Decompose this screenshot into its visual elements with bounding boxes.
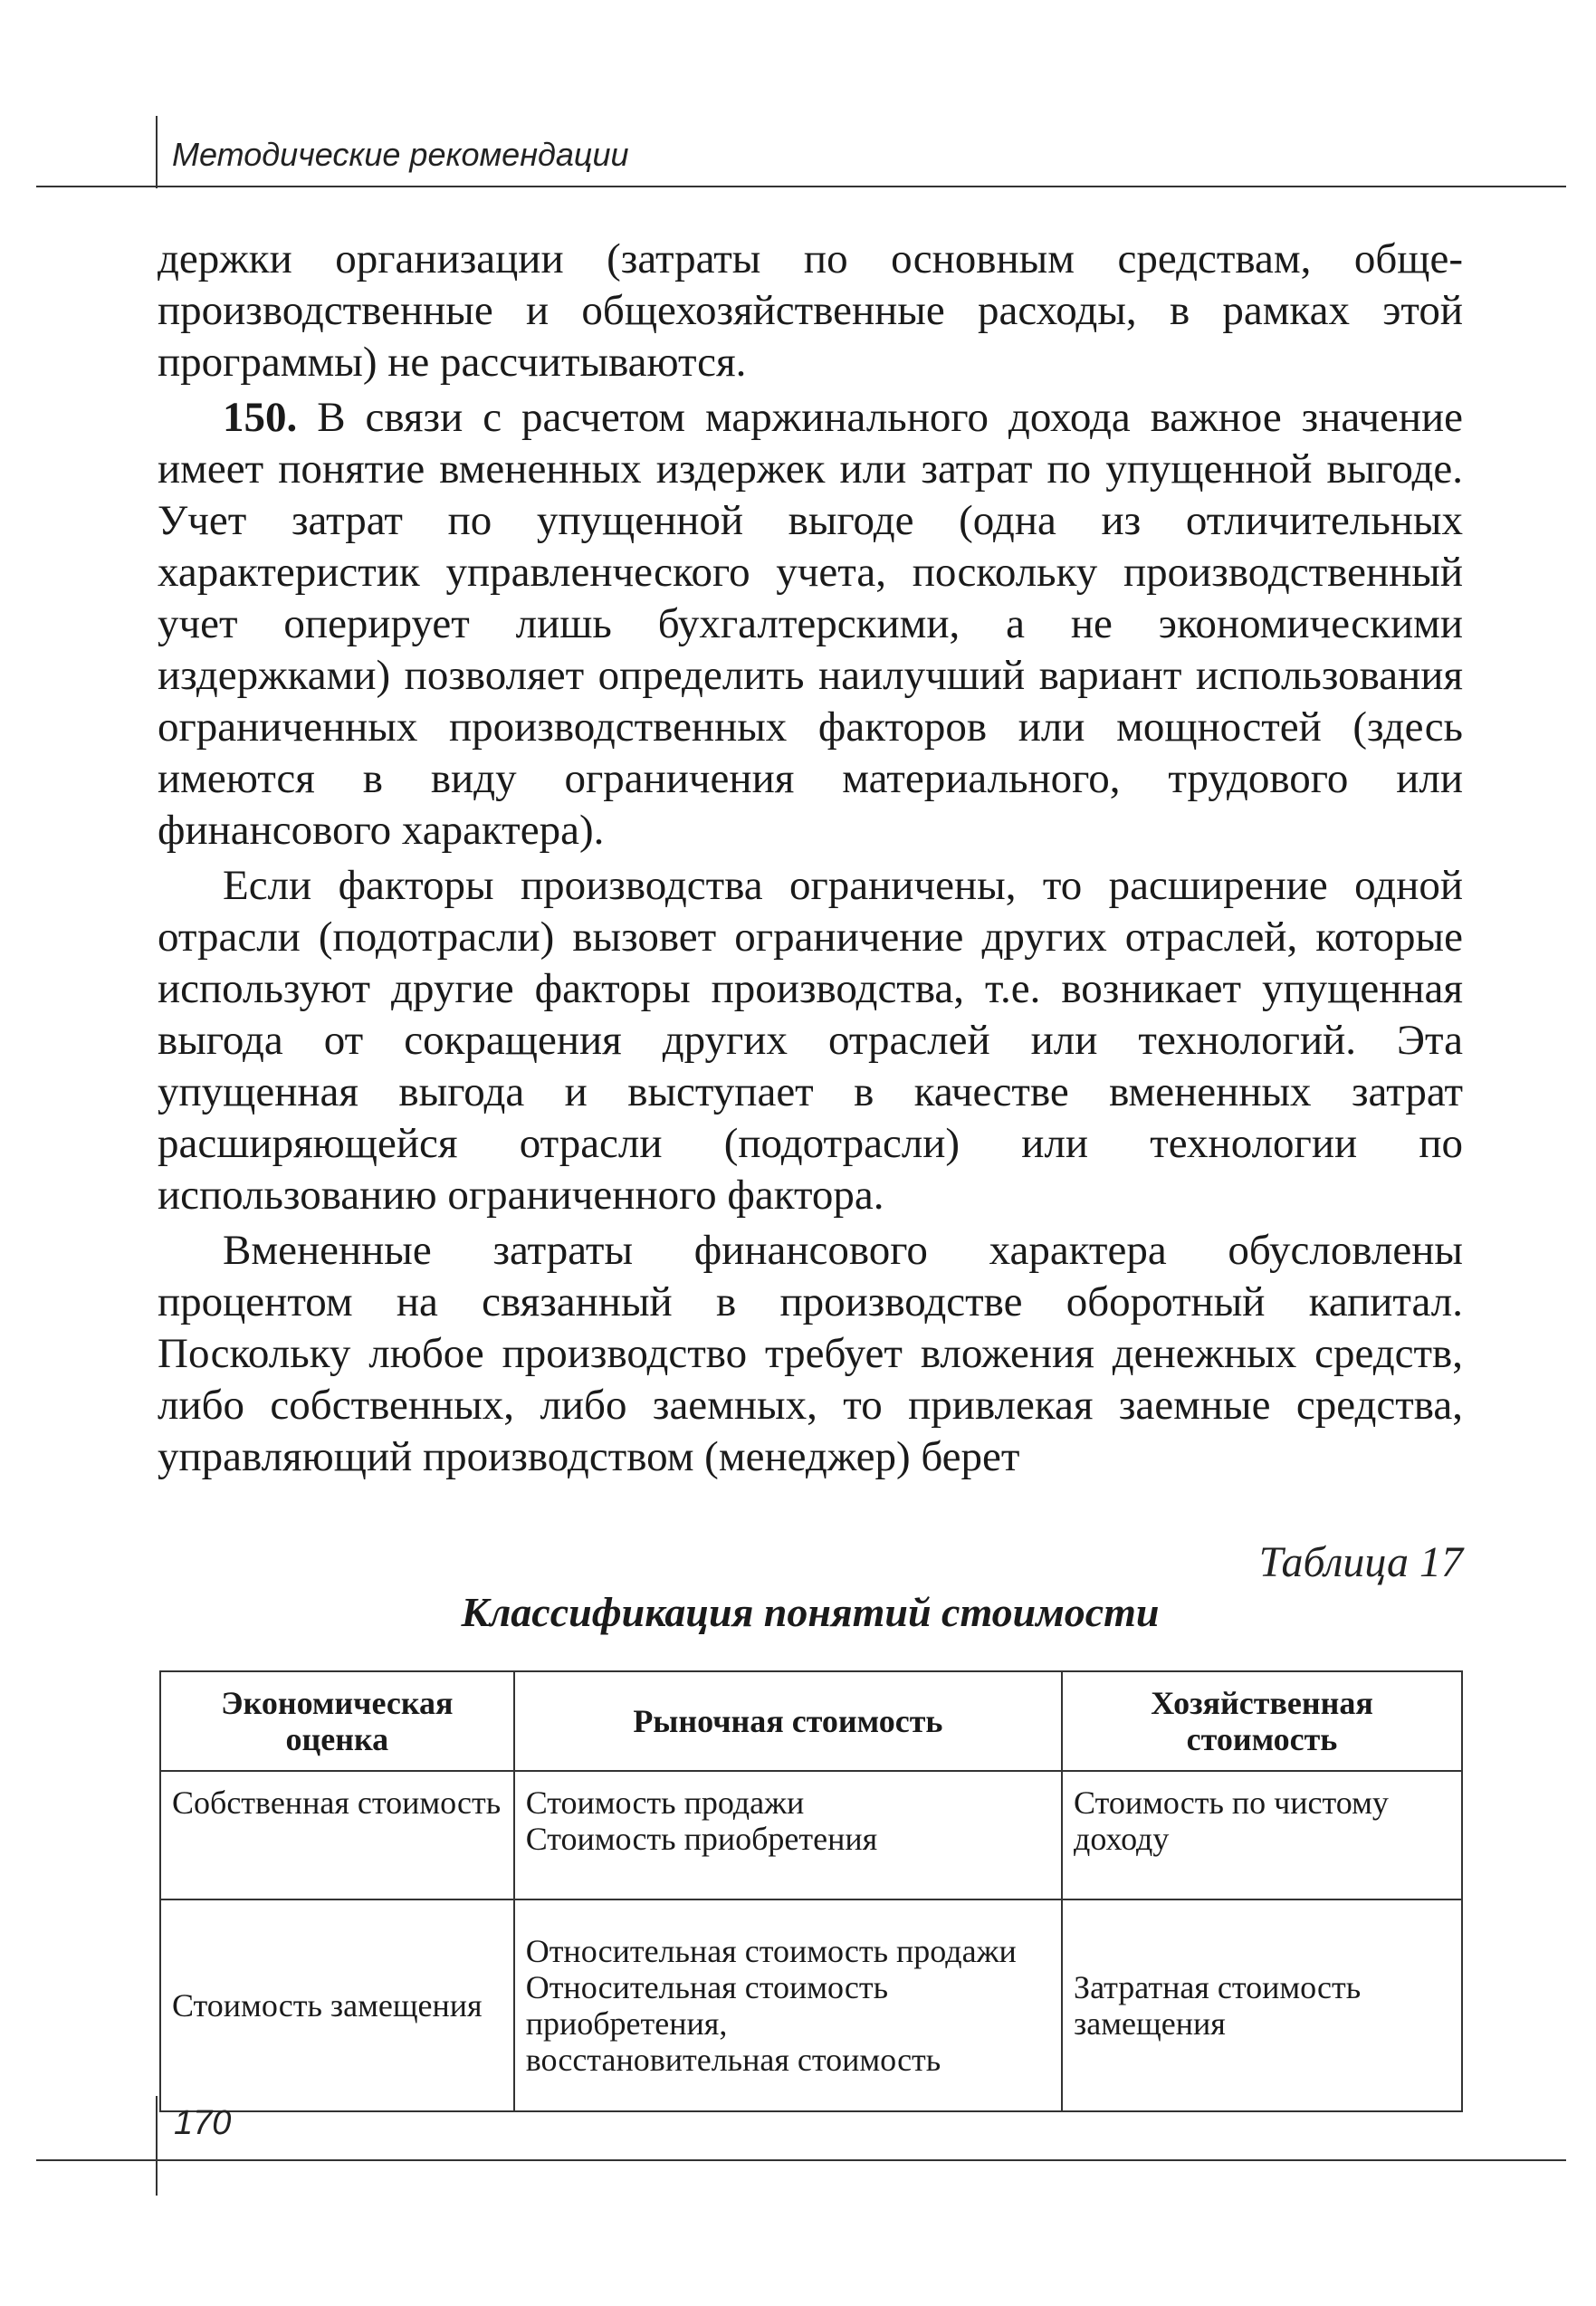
- table-cell: Собственная стоимость: [160, 1771, 514, 1899]
- paragraph-financial: Вмененные затраты финансового характера обусловлены процентом на связанный в производстве оборотный капитал. Поскольку любое производство требует вложения денежных средств, либо собственных, либо заемных, то привлекая заемные средства, управляющий производством (менеджер) берет: [158, 1227, 1463, 1480]
- table-header-row: [160, 1671, 1462, 1771]
- paragraph-150: [158, 392, 1463, 856]
- running-header: Методические рекомендации: [172, 136, 629, 173]
- footer-rule: [36, 2159, 1566, 2161]
- table-cell-line: восстановительная стоимость: [525, 2042, 941, 2078]
- paragraph-number: 150.: [223, 394, 298, 441]
- table-cell: Стоимость по чистому доходу: [1062, 1771, 1462, 1899]
- table-cell-line: Относительная стоимость приобретения,: [525, 1969, 889, 2042]
- classification-table: [159, 1670, 1463, 2112]
- table-header-cell: Хозяйственная стоимость: [1062, 1671, 1462, 1771]
- body-text: [158, 234, 1463, 1487]
- table-row: [160, 1771, 1462, 1899]
- table-cell-line: Относительная стоимость продажи: [525, 1933, 1017, 1969]
- table-cell: Затратная стоимость замещения: [1062, 1899, 1462, 2111]
- table-header-cell: Рыночная стоимость: [514, 1671, 1062, 1771]
- header-divider-vertical: [156, 116, 158, 188]
- paragraph-continuation: держки организации (затраты по основным средствам, обще-производственные и общехозяйственные расходы, в рамках этой программы) не рассчитываются.: [158, 235, 1463, 386]
- paragraph-150-text: В связи с расчетом маржинального дохода важное значение имеет понятие вмененных издержек или затрат по упущенной выгоде. Учет затрат по упущенной выгоде (одна из отличительных характеристик управленческого учета, поскольку производственный учет оперирует лишь бухгалтерскими, а не экономическими издержками) позволяет определить наилучший вариант использования ограниченных производственных факторов или мощностей (здесь имеются в виду ограничения материального, трудового или финансового характера).: [158, 394, 1464, 854]
- table-title: Классификация понятий стоимости: [461, 1589, 1160, 1635]
- table-cell: Стоимость замещения: [160, 1899, 514, 2111]
- table-cell: [514, 1899, 1062, 2111]
- table-header-cell: Экономическая оценка: [160, 1671, 514, 1771]
- table-cell-line: Стоимость продажи: [525, 1785, 805, 1821]
- table-cell: [514, 1771, 1062, 1899]
- table-row: [160, 1899, 1462, 2111]
- header-rule: [36, 186, 1566, 187]
- table-label: Таблица 17: [1258, 1538, 1463, 1586]
- footer-divider-vertical: [156, 2096, 158, 2196]
- page-number: 170: [174, 2104, 232, 2142]
- table-cell-line: Стоимость приобретения: [525, 1821, 878, 1857]
- paragraph-factors: Если факторы производства ограничены, то расширение одной отрасли (подотрасли) вызовет ограничение других отраслей, которые используют другие факторы производства, т.е. возникает упущенная выгода от сокращения других отраслей или технологий. Эта упущенная выгода и выступает в качестве вмененных затрат расширяющейся отрасли (подотрасли) или технологии по использованию ограниченного фактора.: [158, 862, 1463, 1219]
